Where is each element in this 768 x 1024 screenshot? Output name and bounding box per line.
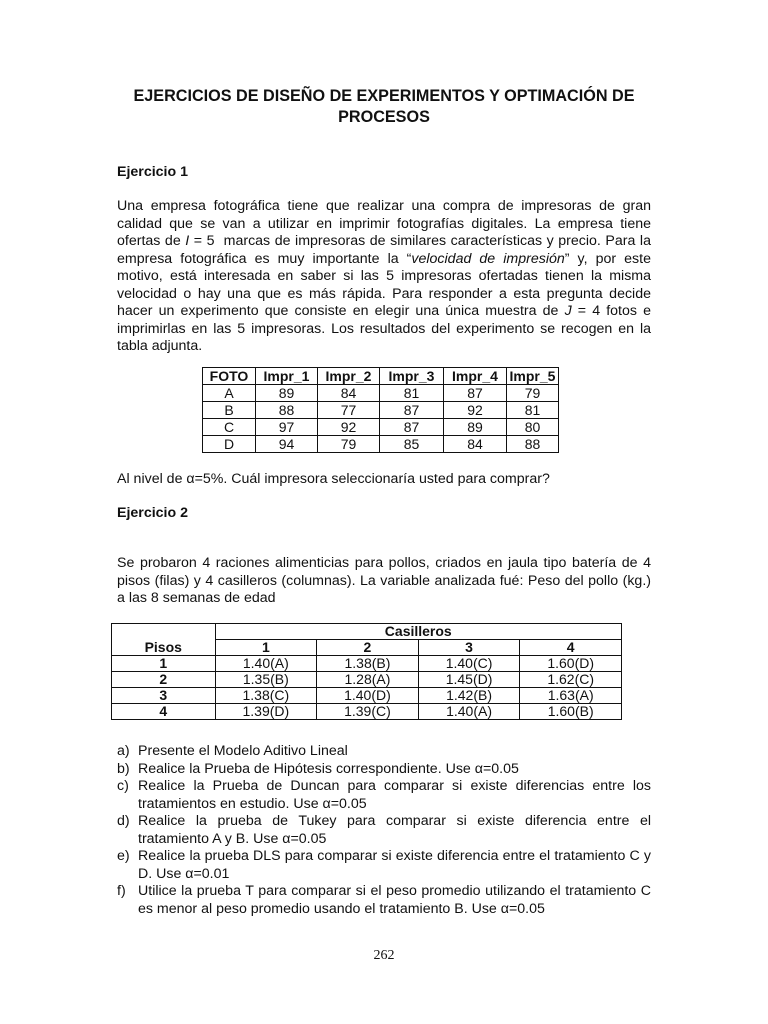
paragraph-line (117, 303, 651, 321)
paragraph-line: calidad que se van a utilizar en imprimir fotografías digitales. La empresa tiene (117, 215, 651, 232)
paragraph-line (117, 251, 651, 269)
list-item (117, 761, 651, 779)
table-cell: 85 (380, 436, 444, 453)
page-title (100, 86, 668, 128)
italic-phrase: velocidad de impresión (411, 250, 565, 267)
list-item-line: tratamientos en estudio. Use α=0.05 (138, 795, 367, 812)
table-cell: 97 (256, 419, 318, 436)
list-item-label: e) (117, 848, 130, 864)
table-cell: 80 (507, 419, 559, 436)
list-item-line: Realice la Prueba de Duncan para comparar si existe diferencias entre los (138, 778, 651, 794)
title-line-1: EJERCICIOS DE DISEÑO DE EXPERIMENTOS Y OPTIMACIÓN DE (133, 87, 635, 105)
exercise-2-heading: Ejercicio 2 (117, 505, 188, 521)
table-header-cell: Impr_1 (256, 368, 318, 385)
table-cell: 1.42(B) (418, 688, 520, 704)
table-cell: 1.45(D) (418, 672, 520, 688)
table-cell: 84 (444, 436, 507, 453)
table-cell: 1.39(C) (317, 704, 419, 720)
table-cell: 84 (318, 385, 380, 402)
table-cell: 87 (380, 402, 444, 419)
table-cell: D (203, 436, 256, 453)
table-cell: 1.62(C) (520, 672, 622, 688)
table-header-row (203, 368, 559, 385)
table-header-cell: Impr_5 (507, 368, 559, 385)
table-cell: 88 (507, 436, 559, 453)
list-item-label: a) (117, 743, 130, 759)
table-header-cell: 3 (418, 640, 520, 656)
list-item-line: Realice la prueba DLS para comparar si existe diferencia entre el tratamiento C y (138, 848, 651, 864)
page-number: 262 (373, 948, 395, 963)
printer-table (202, 367, 559, 453)
list-item-line: Presente el Modelo Aditivo Lineal (138, 743, 348, 759)
table-cell: 87 (380, 419, 444, 436)
list-item (117, 848, 651, 883)
table-cell: 79 (507, 385, 559, 402)
table-header-cell: FOTO (203, 368, 256, 385)
var-i: I (185, 233, 190, 249)
table-cell: 1.60(D) (520, 656, 622, 672)
table-cell: 1.63(A) (520, 688, 622, 704)
table-row (112, 656, 622, 672)
table-row (203, 436, 559, 453)
list-item (117, 743, 651, 761)
table-row (203, 402, 559, 419)
paragraph-line: velocidad o hay una que es más rápida. Para responder a esta pregunta decide (117, 285, 651, 302)
list-item-line: tratamiento A y B. Use α=0.05 (138, 830, 327, 847)
table-cell: 1.38(C) (215, 688, 317, 704)
list-item-line: D. Use α=0.01 (138, 865, 230, 882)
list-item-line: es menor al peso promedio usando el tratamiento B. Use α=0.05 (138, 900, 545, 917)
table-header-cell: Impr_4 (444, 368, 507, 385)
table-row-label: 4 (112, 704, 216, 720)
table-cell: 1.28(A) (317, 672, 419, 688)
table-cell: 1.40(A) (215, 656, 317, 672)
table-cell: 1.40(D) (317, 688, 419, 704)
table-row (203, 385, 559, 402)
table-row (112, 704, 622, 720)
list-item-label: c) (117, 778, 129, 794)
table-cell: 1.40(A) (418, 704, 520, 720)
table-header-cell: 1 (215, 640, 317, 656)
table-cell: 92 (318, 419, 380, 436)
table-header-cell: 2 (317, 640, 419, 656)
table-header-cell: Impr_2 (318, 368, 380, 385)
table-cell: A (203, 385, 256, 402)
line3-eq: = 5 (193, 233, 215, 249)
table-cell: 1.40(C) (418, 656, 520, 672)
table-cell: 89 (256, 385, 318, 402)
paragraph-line: Una empresa fotográfica tiene que realizar una compra de impresoras de gran (117, 198, 651, 214)
paragraph-line: tabla adjunta. (117, 338, 203, 354)
exercise-2-questions (117, 743, 651, 918)
table-row (203, 419, 559, 436)
paragraph-line: imprimirlas en las 5 impresoras. Los resultados del experimento se recogen en la (117, 320, 651, 337)
list-item (117, 813, 651, 848)
question-text: Al nivel de α=5%. Cuál impresora seleccionaría usted para comprar? (117, 471, 550, 487)
table-cell: B (203, 402, 256, 419)
line7-end: = 4 fotos e (577, 303, 651, 319)
line4-start: empresa fotográfica es muy importante la “ (117, 250, 412, 267)
list-item-label: d) (117, 813, 130, 829)
table-header-row (112, 640, 622, 656)
table-cell: 1.38(B) (317, 656, 419, 672)
paragraph-line: Se probaron 4 raciones alimenticias para pollos, criados en jaula tipo batería de 4 (117, 555, 651, 571)
list-item-line: Utilice la prueba T para comparar si el peso promedio utilizando el tratamiento C (138, 883, 651, 899)
table-row-label: 1 (112, 656, 216, 672)
table-header-cell (112, 624, 216, 640)
list-item (117, 883, 651, 918)
list-item-label: b) (117, 760, 130, 777)
paragraph-line: motivo, está interesada en saber si las 5 impresoras ofertadas tienen la misma (117, 268, 651, 284)
paragraph-line (117, 233, 651, 251)
list-item-line: Realice la prueba de Tukey para comparar si existe diferencia entre el (138, 813, 651, 829)
list-item (117, 778, 651, 813)
table-cell: 81 (507, 402, 559, 419)
table-row-label: 2 (112, 672, 216, 688)
exercise-1-paragraph (117, 198, 651, 356)
table-cell: 1.60(B) (520, 704, 622, 720)
table-cell: 94 (256, 436, 318, 453)
table-header-cell: Impr_3 (380, 368, 444, 385)
line3-prefix: ofertas de (117, 233, 181, 249)
line7-start: hacer un experimento que consiste en elegir una única muestra de (117, 303, 559, 319)
table-row-label: 3 (112, 688, 216, 704)
table-header-cell: 4 (520, 640, 622, 656)
exercise-1-heading: Ejercicio 1 (117, 164, 188, 180)
paragraph-line: pisos (filas) y 4 casilleros (columnas). La variable analizada fué: Peso del pollo (kg.) (117, 572, 651, 589)
title-line-2: PROCESOS (338, 108, 430, 126)
table-row-header: Pisos (112, 640, 216, 656)
table-cell: C (203, 419, 256, 436)
table-cell: 89 (444, 419, 507, 436)
table-cell: 79 (318, 436, 380, 453)
table-cell: 88 (256, 402, 318, 419)
table-cell: 92 (444, 402, 507, 419)
exercise-2-paragraph (117, 555, 651, 608)
paragraph-line: a las 8 semanas de edad (117, 590, 276, 606)
var-j: J (564, 303, 572, 319)
line4-end: ” y, por este (564, 250, 651, 267)
table-cell: 87 (444, 385, 507, 402)
table-group-header: Casilleros (215, 624, 621, 640)
table-cell: 1.35(B) (215, 672, 317, 688)
table-row (112, 688, 622, 704)
line3-rest: marcas de impresoras de similares características y precio. Para la (223, 233, 651, 249)
exercise-1-question (117, 471, 651, 489)
table-cell: 77 (318, 402, 380, 419)
table-row (112, 672, 622, 688)
table-cell: 81 (380, 385, 444, 402)
chicken-weight-table (111, 623, 622, 720)
list-item-label: f) (117, 883, 126, 899)
table-cell: 1.39(D) (215, 704, 317, 720)
table-header-row (112, 624, 622, 640)
list-item-line: Realice la Prueba de Hipótesis correspondiente. Use α=0.05 (138, 760, 519, 777)
